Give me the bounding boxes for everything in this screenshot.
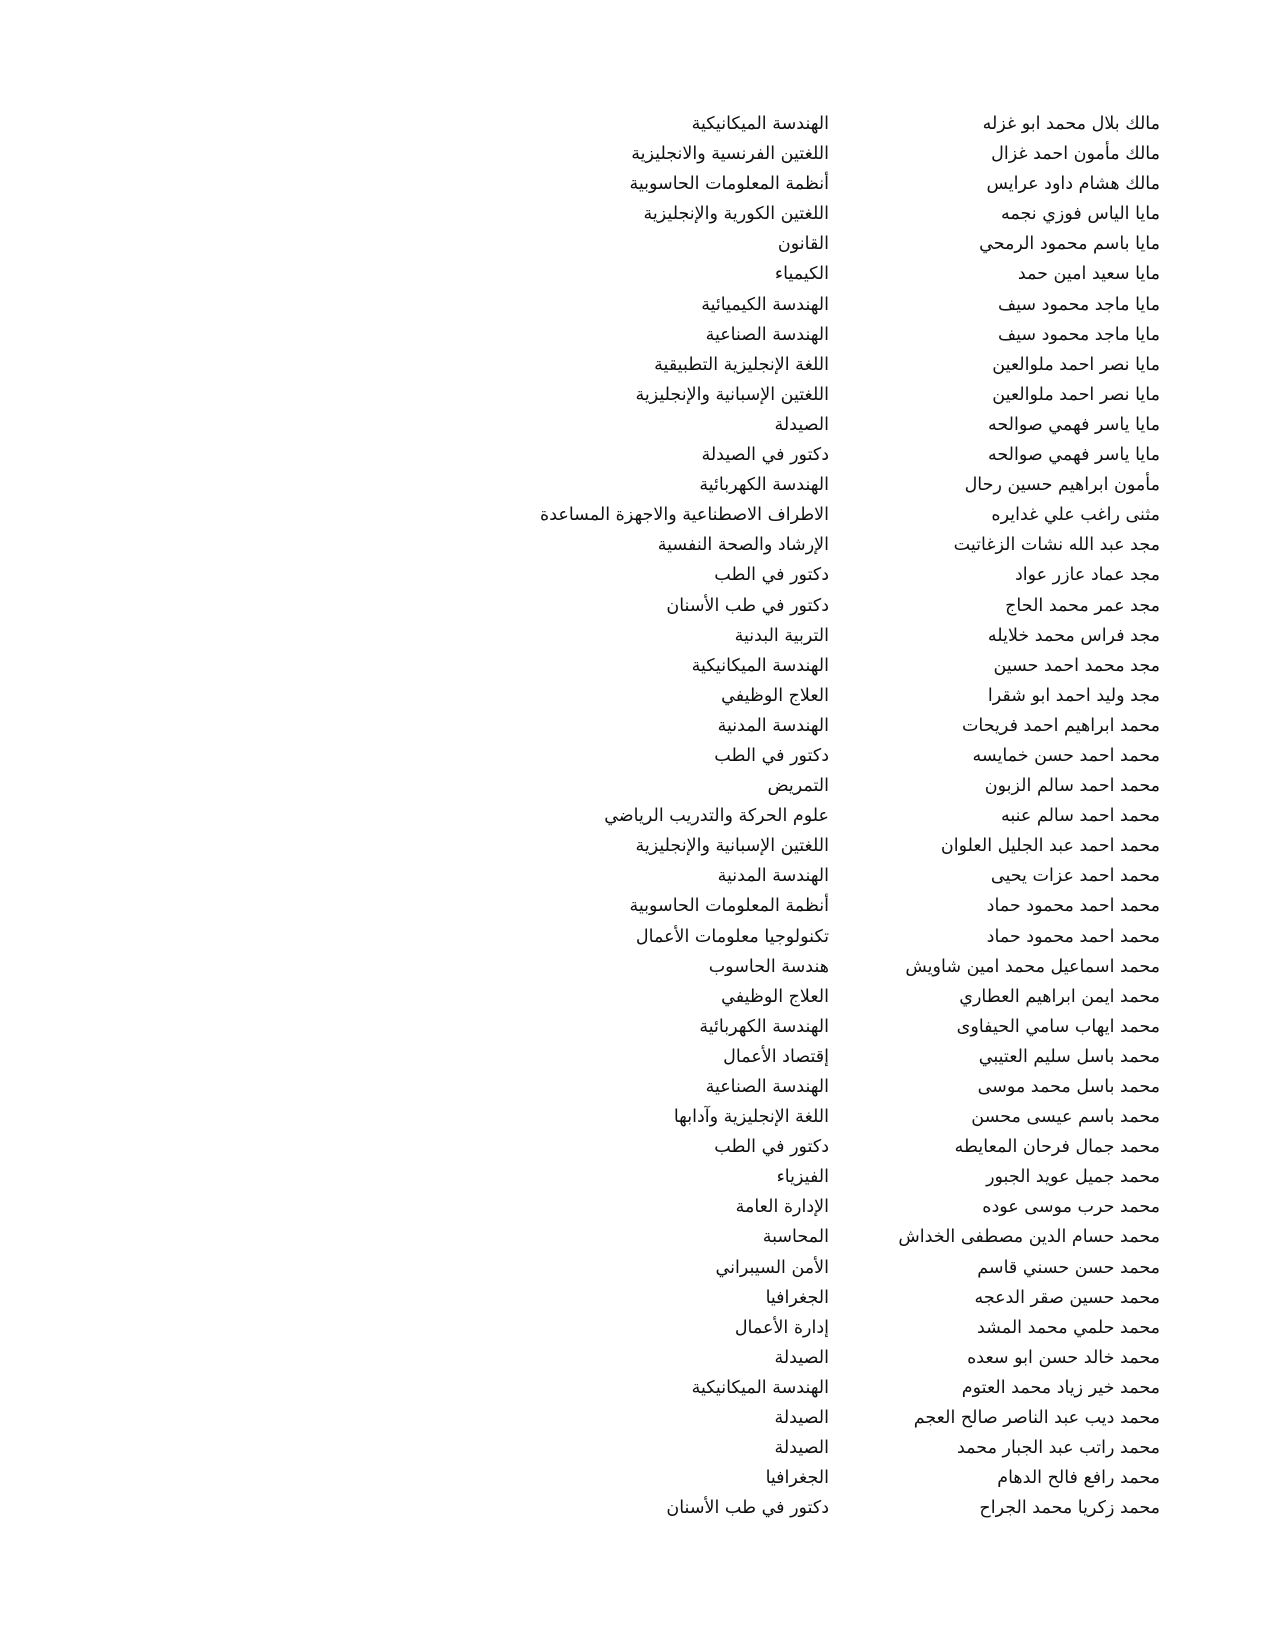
student-major: الإرشاد والصحة النفسية bbox=[657, 535, 829, 556]
list-item bbox=[0, 1373, 1275, 1403]
student-major: الهندسة الميكانيكية bbox=[691, 114, 829, 134]
student-name: محمد حلمي محمد المشد bbox=[976, 1317, 1160, 1338]
student-name: محمد جمال فرحان المعايطه bbox=[954, 1137, 1160, 1158]
student-major: الهندسة الصناعية bbox=[705, 1077, 829, 1097]
student-major: الهندسة المدنية bbox=[717, 866, 829, 887]
student-major: الصيدلة bbox=[774, 1438, 829, 1459]
list-item bbox=[0, 410, 1275, 440]
list-item bbox=[0, 530, 1275, 560]
list-item bbox=[0, 169, 1275, 199]
student-name: مايا سعيد امين حمد bbox=[1017, 264, 1160, 285]
student-name: محمد احمد سالم عنبه bbox=[1000, 806, 1160, 827]
student-name: مايا نصر احمد ملوالعين bbox=[992, 354, 1160, 375]
list-item bbox=[0, 380, 1275, 410]
student-name: مثنى راغب علي غدايره bbox=[991, 505, 1160, 526]
student-major: الهندسة الصناعية bbox=[705, 324, 829, 345]
student-name: محمد خالد حسن ابو سعده bbox=[967, 1347, 1160, 1368]
student-name: محمد راتب عبد الجبار محمد bbox=[956, 1438, 1160, 1459]
student-major: اللغة الإنجليزية التطبيقية bbox=[654, 354, 829, 375]
student-major: إدارة الأعمال bbox=[734, 1317, 829, 1338]
student-name: محمد رافع فالح الدهام bbox=[997, 1468, 1160, 1489]
list-item bbox=[0, 1403, 1275, 1433]
student-major: الصيدلة bbox=[774, 414, 829, 435]
student-name: محمد حسن حسني قاسم bbox=[977, 1257, 1160, 1278]
student-major: الهندسة الميكانيكية bbox=[691, 1377, 829, 1398]
list-item bbox=[0, 1343, 1275, 1373]
student-major: الهندسة الميكانيكية bbox=[691, 655, 829, 676]
student-name: مايا ماجد محمود سيف bbox=[998, 294, 1160, 315]
student-name: محمد احمد محمود حماد bbox=[986, 896, 1160, 917]
list-item bbox=[0, 891, 1275, 921]
student-major: دكتور في الطب bbox=[714, 1137, 829, 1158]
list-item bbox=[0, 861, 1275, 891]
student-major: الإدارة العامة bbox=[735, 1197, 829, 1218]
student-major: القانون bbox=[777, 234, 829, 255]
student-major: الجغرافيا bbox=[765, 1468, 829, 1489]
student-name: مجد عماد عازر عواد bbox=[1014, 565, 1160, 586]
list-item bbox=[0, 470, 1275, 500]
student-name: محمد احمد محمود حماد bbox=[986, 926, 1160, 947]
list-item bbox=[0, 1102, 1275, 1132]
student-name: محمد خير زياد محمد العتوم bbox=[961, 1377, 1160, 1398]
list-item bbox=[0, 259, 1275, 289]
student-major: العلاج الوظيفي bbox=[721, 986, 829, 1007]
student-major: الأمن السيبراني bbox=[715, 1257, 829, 1278]
list-item bbox=[0, 440, 1275, 470]
list-item bbox=[0, 1253, 1275, 1283]
list-item bbox=[0, 290, 1275, 320]
list-item bbox=[0, 1042, 1275, 1072]
student-major: الفيزياء bbox=[776, 1167, 829, 1188]
student-major: الصيدلة bbox=[774, 1408, 829, 1429]
student-major: اللغة الإنجليزية وآدابها bbox=[673, 1107, 829, 1128]
student-major: المحاسبة bbox=[762, 1227, 829, 1248]
student-name: محمد حرب موسى عوده bbox=[982, 1197, 1160, 1218]
student-major: الهندسة المدنية bbox=[717, 715, 829, 736]
list-item bbox=[0, 1493, 1275, 1523]
list-item bbox=[0, 831, 1275, 861]
student-name: مالك هشام داود عرايس bbox=[986, 174, 1160, 195]
list-item bbox=[0, 651, 1275, 681]
list-item bbox=[0, 1222, 1275, 1252]
list-item bbox=[0, 109, 1275, 139]
student-name: محمد حسام الدين مصطفى الخداش bbox=[898, 1227, 1160, 1248]
list-item bbox=[0, 681, 1275, 711]
list-item bbox=[0, 621, 1275, 651]
student-major: العلاج الوظيفي bbox=[721, 685, 829, 706]
student-name: محمد احمد سالم الزبون bbox=[984, 776, 1160, 797]
list-item bbox=[0, 1012, 1275, 1042]
student-name: مايا الياس فوزي نجمه bbox=[1001, 204, 1160, 225]
student-major: الكيمياء bbox=[774, 264, 829, 285]
student-name: محمد زكريا محمد الجراح bbox=[979, 1498, 1160, 1519]
student-name: مايا ياسر فهمي صوالحه bbox=[987, 445, 1160, 466]
student-major: دكتور في طب الأسنان bbox=[666, 595, 829, 616]
student-name: محمد حسين صقر الدعجه bbox=[974, 1287, 1160, 1308]
student-major: الجغرافيا bbox=[765, 1287, 829, 1308]
student-name: محمد باسل محمد موسى bbox=[977, 1077, 1160, 1097]
student-name: مجد وليد احمد ابو شقرا bbox=[987, 685, 1160, 706]
list-item bbox=[0, 1433, 1275, 1463]
list-item bbox=[0, 199, 1275, 229]
list-item bbox=[0, 1162, 1275, 1192]
list-item bbox=[0, 711, 1275, 741]
student-major: إقتصاد الأعمال bbox=[723, 1046, 829, 1067]
student-major: اللغتين الكورية والإنجليزية bbox=[643, 204, 829, 225]
student-major: علوم الحركة والتدريب الرياضي bbox=[604, 806, 829, 827]
list-item bbox=[0, 1072, 1275, 1102]
list-item bbox=[0, 1132, 1275, 1162]
student-major: تكنولوجيا معلومات الأعمال bbox=[635, 926, 829, 947]
student-name: مجد فراس محمد خلايله bbox=[987, 625, 1160, 646]
student-name: مأمون ابراهيم حسين رحال bbox=[964, 475, 1160, 496]
list-item bbox=[0, 982, 1275, 1012]
student-name: مايا باسم محمود الرمحي bbox=[979, 234, 1160, 255]
student-major: اللغتين الإسبانية والإنجليزية bbox=[635, 384, 829, 405]
list-item bbox=[0, 229, 1275, 259]
student-major: أنظمة المعلومات الحاسوبية bbox=[629, 896, 829, 917]
student-major: دكتور في الطب bbox=[714, 565, 829, 586]
list-item bbox=[0, 1283, 1275, 1313]
student-major: هندسة الحاسوب bbox=[708, 956, 829, 977]
student-major: الهندسة الكهربائية bbox=[699, 1016, 829, 1037]
student-major: دكتور في الصيدلة bbox=[701, 445, 829, 466]
list-item bbox=[0, 952, 1275, 982]
student-major: الهندسة الكهربائية bbox=[699, 475, 829, 496]
student-name: مجد عمر محمد الحاج bbox=[1005, 595, 1160, 616]
list-item bbox=[0, 139, 1275, 169]
student-major: التمريض bbox=[767, 776, 829, 797]
graduates-list bbox=[0, 109, 1275, 1523]
student-major: اللغتين الفرنسية والانجليزية bbox=[631, 144, 829, 165]
list-item bbox=[0, 500, 1275, 530]
student-name: محمد اسماعيل محمد امين شاويش bbox=[905, 956, 1160, 977]
list-item bbox=[0, 801, 1275, 831]
student-name: محمد ايمن ابراهيم العطاري bbox=[959, 986, 1160, 1007]
student-name: محمد احمد عبد الجليل العلوان bbox=[940, 836, 1160, 857]
student-name: محمد باسل سليم العتيبي bbox=[978, 1046, 1160, 1067]
student-name: محمد احمد حسن خمايسه bbox=[972, 745, 1160, 766]
student-name: مجد محمد احمد حسين bbox=[993, 655, 1160, 676]
student-name: محمد جميل عويد الجبور bbox=[986, 1167, 1160, 1188]
student-name: محمد احمد عزات يحيى bbox=[990, 866, 1160, 887]
list-item bbox=[0, 350, 1275, 380]
student-name: مالك بلال محمد ابو غزله bbox=[982, 114, 1160, 134]
student-major: اللغتين الإسبانية والإنجليزية bbox=[635, 836, 829, 857]
list-item bbox=[0, 1192, 1275, 1222]
student-major: الاطراف الاصطناعية والاجهزة المساعدة bbox=[540, 505, 829, 526]
student-name: محمد ديب عبد الناصر صالح العجم bbox=[913, 1408, 1160, 1429]
student-name: محمد ابراهيم احمد فريحات bbox=[961, 715, 1160, 736]
student-major: دكتور في طب الأسنان bbox=[666, 1498, 829, 1519]
student-name: محمد ايهاب سامي الحيفاوى bbox=[956, 1016, 1160, 1037]
student-major: الهندسة الكيميائية bbox=[701, 294, 829, 315]
student-major: دكتور في الطب bbox=[714, 745, 829, 766]
list-item bbox=[0, 560, 1275, 590]
list-item bbox=[0, 771, 1275, 801]
list-item bbox=[0, 320, 1275, 350]
list-item bbox=[0, 1463, 1275, 1493]
list-item bbox=[0, 1313, 1275, 1343]
student-name: مايا نصر احمد ملوالعين bbox=[992, 384, 1160, 405]
list-item bbox=[0, 591, 1275, 621]
student-major: الصيدلة bbox=[774, 1347, 829, 1368]
student-name: مالك مأمون احمد غزال bbox=[991, 144, 1160, 165]
student-name: مايا ماجد محمود سيف bbox=[998, 324, 1160, 345]
list-item bbox=[0, 922, 1275, 952]
student-major: أنظمة المعلومات الحاسوبية bbox=[629, 174, 829, 195]
student-major: التربية البدنية bbox=[734, 625, 829, 646]
list-item bbox=[0, 741, 1275, 771]
student-name: مايا ياسر فهمي صوالحه bbox=[987, 414, 1160, 435]
student-name: مجد عبد الله نشات الزغاتيت bbox=[953, 535, 1160, 556]
student-name: محمد باسم عيسى محسن bbox=[971, 1107, 1160, 1128]
